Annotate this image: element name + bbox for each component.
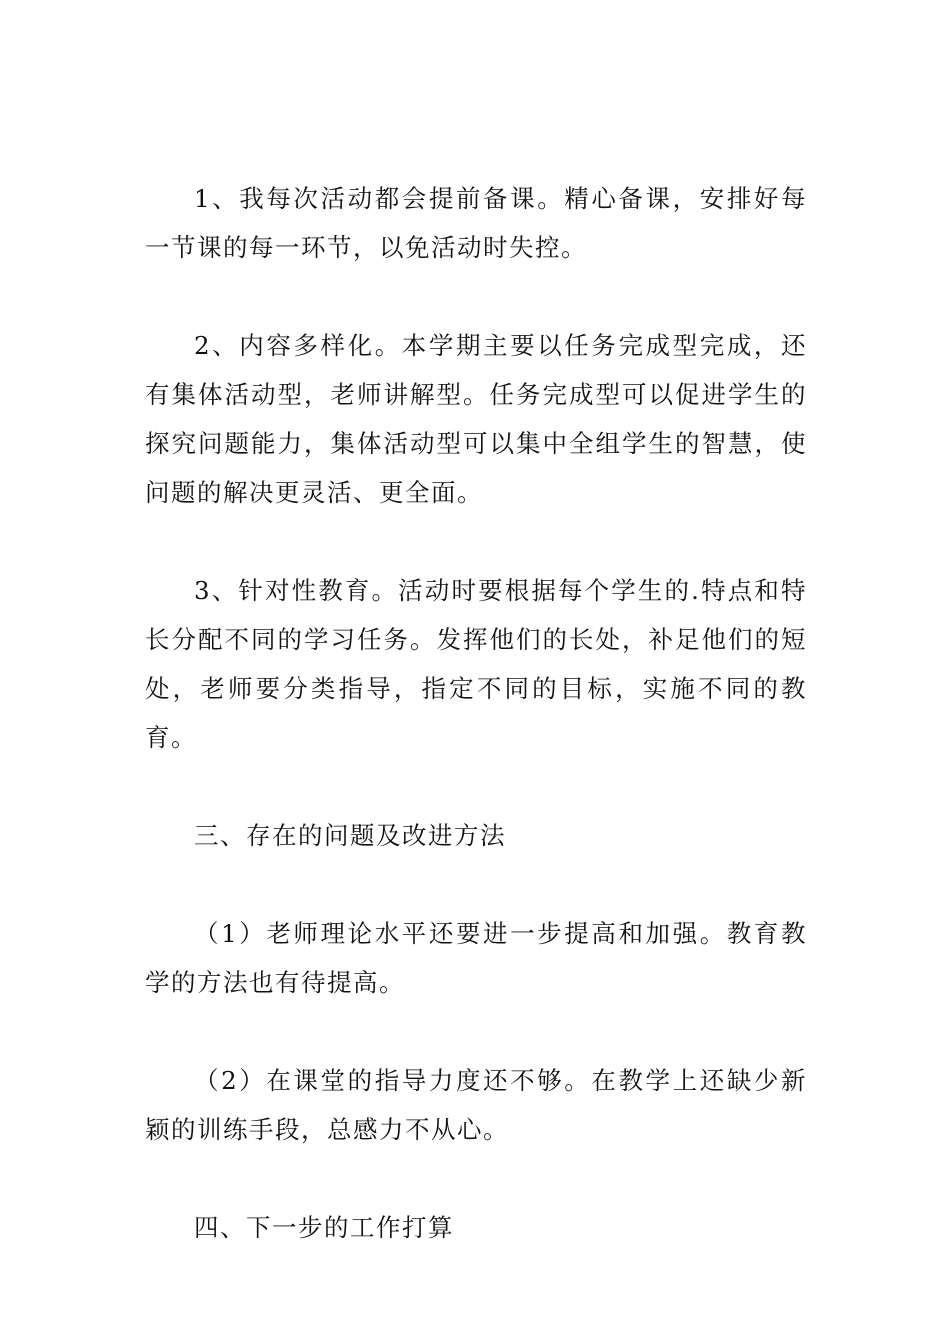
- document-body: [145, 174, 807, 1301]
- paragraph-targeted-education: 3、针对性教育。活动时要根据每个学生的.特点和特长分配不同的学习任务。发挥他们的长处，补足他们的短处，老师要分类指导，指定不同的目标，实施不同的教育。: [145, 576, 807, 752]
- section-heading-next-steps: 四、下一步的工作打算: [194, 1213, 454, 1242]
- paragraph-problem-2: （2）在课堂的指导力度还不够。在教学上还缺少新颖的训练手段，总感力不从心。: [145, 1066, 807, 1144]
- section-heading-problems: 三、存在的问题及改进方法: [194, 821, 506, 850]
- paragraph-content-diversity: 2、内容多样化。本学期主要以任务完成型完成，还有集体活动型，老师讲解型。任务完成型可以促进学生的探究问题能力，集体活动型可以集中全组学生的智慧，使问题的解决更灵活、更全面。: [145, 331, 807, 507]
- paragraph-problem-1: （1）老师理论水平还要进一步提高和加强。教育教学的方法也有待提高。: [145, 919, 807, 997]
- paragraph-lesson-preparation: 1、我每次活动都会提前备课。精心备课，安排好每一节课的每一环节，以免活动时失控。: [145, 184, 807, 262]
